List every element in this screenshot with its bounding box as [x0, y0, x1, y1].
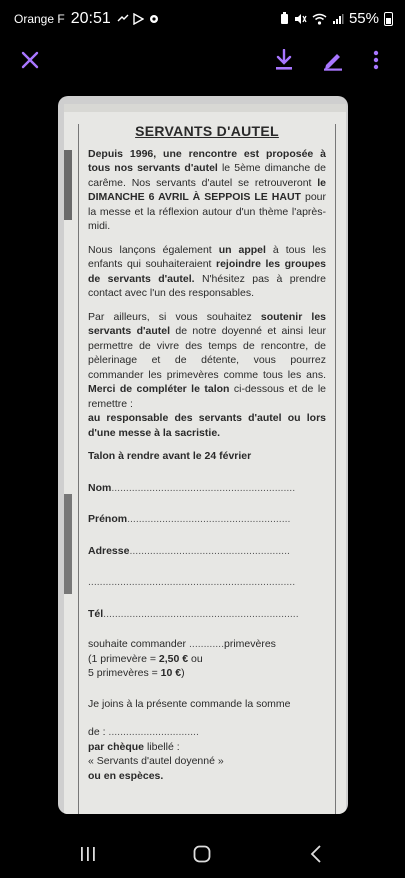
field-tel: Tél...................................................................	[88, 607, 299, 620]
scanned-document-image[interactable]	[58, 96, 348, 814]
payment-cheque-text: libellé :	[144, 740, 180, 753]
notification-icons	[117, 13, 160, 25]
play-store-icon	[133, 13, 144, 25]
battery-saver-icon	[280, 12, 289, 25]
para2-text1: Nous lançons également	[88, 243, 219, 256]
order-line2c: ou	[188, 652, 203, 665]
field-adresse-label: Adresse	[88, 544, 130, 557]
para2-text2: à tous les enfants qui souhaiteraient	[88, 243, 326, 270]
more-options-button[interactable]	[356, 40, 396, 80]
page-shadow-bottom	[64, 494, 72, 594]
paragraph-rencontre	[88, 147, 326, 234]
order-block: souhaite commander ............primevères (1 primevère = 2,50 € ou 5 primevères = 10 €)	[88, 638, 276, 679]
payment-cheque-bold: par chèque	[88, 740, 145, 753]
field-nom-label: Nom	[88, 481, 112, 494]
close-button[interactable]	[10, 40, 50, 80]
paragraph-appel	[88, 243, 326, 301]
recents-button[interactable]	[68, 838, 108, 870]
para2-text3: N'hésitez pas à prendre contact avec l'un des responsables.	[88, 272, 326, 299]
payment-block: Je joins à la présente commande la somme de : ............................... par chèque libellé : « Servants d'autel doyenné » ou en espèces.	[88, 697, 326, 784]
page-shadow-top	[64, 150, 72, 220]
payment-especes: ou en espèces.	[88, 769, 164, 782]
field-adresse: Adresse.......................................................	[88, 544, 290, 557]
order-line3a: 5 primevères =	[88, 667, 161, 679]
sync-icon	[117, 13, 129, 25]
clock: 20:51	[70, 10, 111, 27]
para3-bold3: au responsable des servants d'autel ou lors d'une messe à la sacristie.	[88, 412, 326, 439]
order-line1b: primevères	[224, 638, 276, 650]
order-line3c: )	[181, 667, 185, 679]
para2-bold1: un appel	[218, 243, 266, 256]
paragraph-primeveres	[88, 310, 326, 441]
wifi-icon	[312, 13, 327, 25]
carrier-label: Orange F	[14, 12, 65, 26]
para1-text1: le 5ème dimanche de carême. Nos servants d'autel se retrouveront	[88, 162, 326, 189]
order-line2a: (1 primevère =	[88, 652, 159, 665]
document-page	[64, 104, 346, 814]
para3-bold1: soutenir les servants d'autel	[88, 310, 326, 337]
field-adresse-line2: .......................................................................	[88, 576, 296, 588]
signal-icon	[332, 13, 344, 25]
back-icon	[310, 845, 322, 863]
download-icon	[274, 49, 294, 71]
battery-percentage: 55%	[348, 10, 379, 27]
back-button[interactable]	[296, 838, 336, 870]
para2-bold2: rejoindre les groupes de servants d'autel.	[88, 258, 326, 285]
viewer-toolbar	[0, 40, 405, 80]
order-price-five: 10 €	[160, 667, 182, 679]
document-title: SERVANTS D'AUTEL	[135, 123, 279, 139]
android-nav-bar	[0, 830, 405, 878]
recents-icon	[80, 846, 96, 862]
payment-line1: Je joins à la présente commande la somme	[88, 697, 291, 710]
para3-bold2: Merci de compléter le talon	[88, 383, 230, 395]
field-nom: Nom...............................................................	[88, 481, 296, 494]
mute-icon	[294, 13, 307, 25]
gear-icon	[148, 13, 160, 25]
home-button[interactable]	[182, 838, 222, 870]
para1-bold2: le DIMANCHE 6 AVRIL À SEPPOIS LE HAUT	[88, 176, 326, 203]
pen-icon	[322, 49, 344, 71]
battery-icon	[384, 12, 393, 26]
status-bar	[0, 0, 405, 38]
order-line1: souhaite commander	[88, 638, 189, 650]
payment-libelle: « Servants d'autel doyenné »	[88, 755, 224, 767]
field-prenom-label: Prénom	[88, 513, 128, 525]
para3-text3: ci-dessous et de le remettre :	[88, 383, 326, 410]
para1-bold1: Depuis 1996, une rencontre est proposée à tous nos servants d'autel	[88, 147, 326, 174]
close-icon	[21, 51, 39, 69]
order-price-single: 2,50 €	[158, 652, 189, 665]
para3-text1: Par ailleurs, si vous souhaitez	[88, 310, 261, 323]
para1-text2: pour la messe et la réflexion autour d'un thème l'après-midi.	[88, 191, 326, 232]
para3-text2: de notre doyenné et ainsi leur permettre de vivre des temps de rencontre, de pèlerinage et de détente, vous pourrez commander les primevères comme tous les ans.	[88, 325, 327, 381]
field-prenom: Prénom........................................................	[88, 513, 291, 525]
talon-deadline: Talon à rendre avant le 24 février	[88, 450, 252, 462]
home-icon	[193, 845, 211, 863]
download-button[interactable]	[264, 40, 304, 80]
payment-de: de :	[88, 726, 106, 738]
more-vert-icon	[373, 50, 379, 70]
document-content	[88, 124, 326, 783]
edit-button[interactable]	[313, 40, 353, 80]
field-tel-label: Tél	[88, 607, 104, 620]
page-top-edge	[64, 104, 346, 112]
